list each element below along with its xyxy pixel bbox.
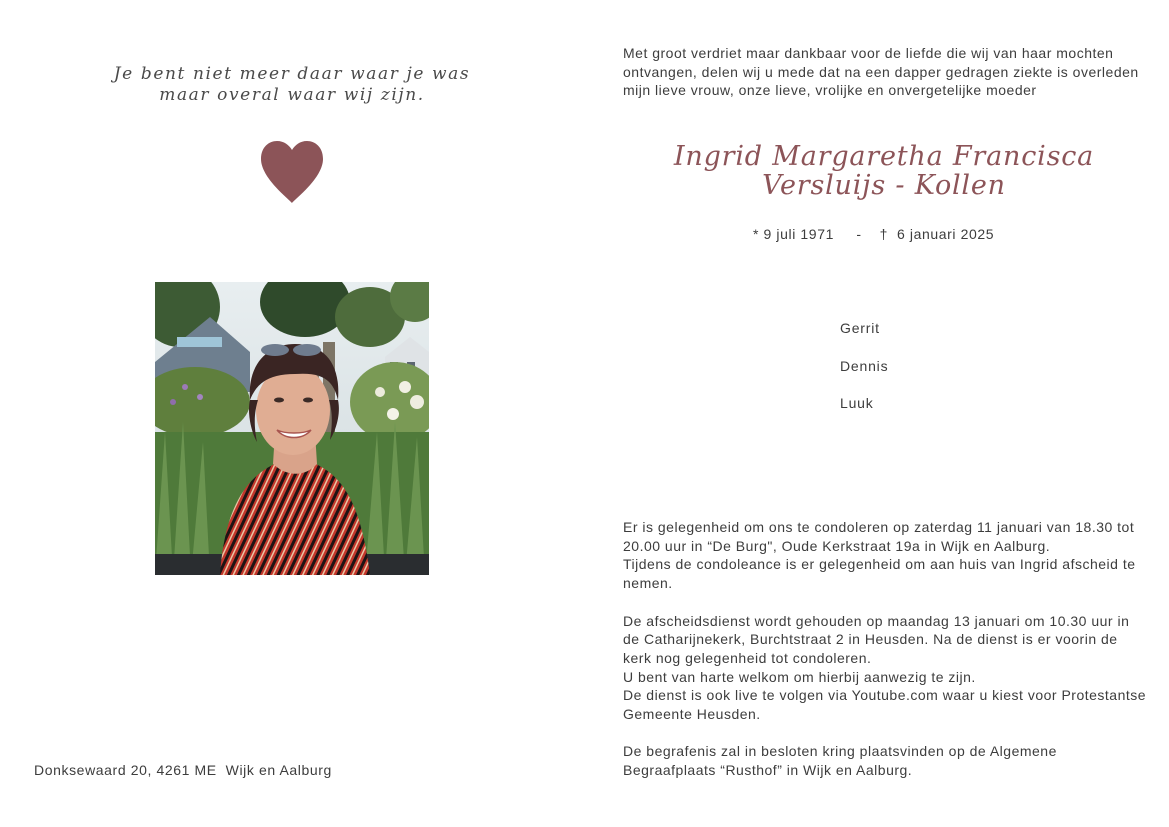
intro-text: Met groot verdriet maar dankbaar voor de liefde die wij van haar mochten ontvangen, delen wij u mede dat na een dapper gedragen ziekte is overleden mijn lieve vrouw, onze lieve, vrolijke en onvergetelijke moeder xyxy=(623,45,1139,98)
burial-paragraph xyxy=(623,742,1148,779)
poem-line-1: Je bent niet meer daar waar je was xyxy=(113,64,471,84)
burial-text: De begrafenis zal in besloten kring plaatsvinden op de Algemene Begraafplaats “Rusthof” in Wijk en Aalburg. xyxy=(623,743,1057,779)
family-member: Dennis xyxy=(840,357,889,374)
service-line-2: U bent van harte welkom om hierbij aanwezig te zijn. xyxy=(623,668,976,685)
poem-line-2: maar overal waar wij zijn. xyxy=(159,85,425,105)
life-dates: * 9 juli 1971 - † 6 januari 2025 xyxy=(753,226,995,242)
family-member: Luuk xyxy=(840,395,874,411)
service-line-1: De afscheidsdienst wordt gehouden op maandag 13 januari om 10.30 uur in de Catharijnekerk, Burchtstraat 2 in Heusden. Na de dienst is er voorin de kerk nog gelegenheid tot condoleren. xyxy=(623,612,1130,666)
address: Donksewaard 20, 4261 ME Wijk en Aalburg xyxy=(34,762,332,778)
service-line-3: De dienst is ook live te volgen via Youtube.com waar u kiest voor Protestantse Gemeente Heusden. xyxy=(623,687,1147,723)
condolence-paragraph xyxy=(623,518,1148,593)
left-page xyxy=(0,0,584,827)
details-text xyxy=(623,518,1148,780)
heart-icon xyxy=(259,140,325,204)
family-member: Gerrit xyxy=(840,320,880,336)
poem xyxy=(0,64,584,106)
right-page xyxy=(584,0,1169,827)
deceased-name xyxy=(584,142,1169,200)
condolence-line-2: Tijdens de condoleance is er gelegenheid om aan huis van Ingrid afscheid te nemen. xyxy=(623,556,1136,592)
family-list xyxy=(840,319,888,432)
portrait-photo xyxy=(155,282,429,575)
name-line-1: Ingrid Margaretha Francisca xyxy=(673,141,1095,172)
condolence-line-1: Er is gelegenheid om ons te condoleren op zaterdag 11 januari van 18.30 tot 20.00 uur in “De Burg", Oude Kerkstraat 19a in Wijk en Aalburg. xyxy=(623,519,1135,554)
name-line-2: Versluijs - Kollen xyxy=(762,170,1006,201)
service-paragraph xyxy=(623,612,1148,724)
